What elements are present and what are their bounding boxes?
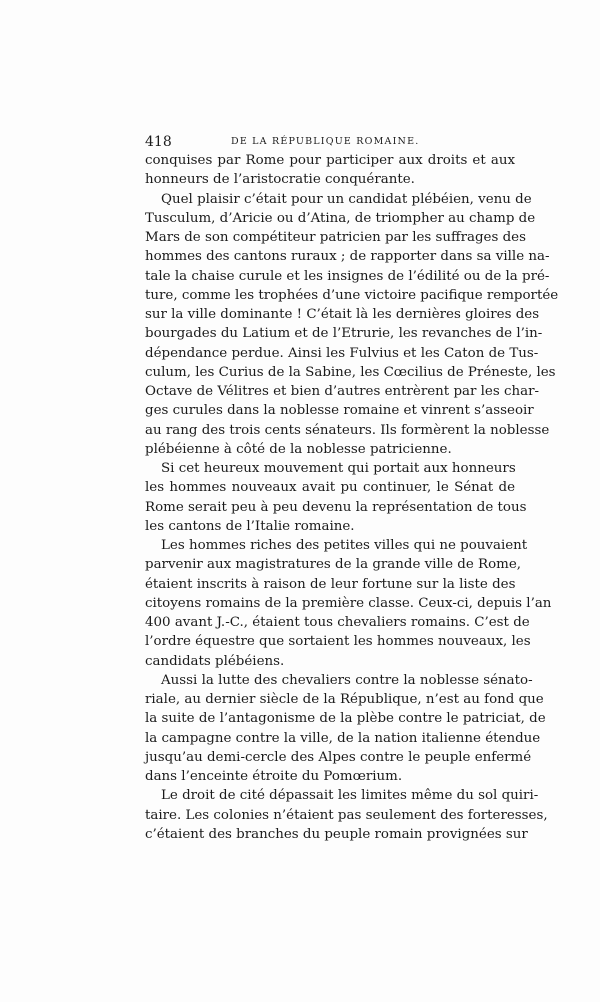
text-line: Tusculum, d’Aricie ou d’Atina, de triompher au champ de [145,210,536,226]
text-line: Les hommes riches des petites villes qui ne pouvaient [161,538,528,553]
running-title: DE LA RÉPUBLIQUE ROMAINE. [231,136,420,147]
text-line: honneurs de l’aristocratie conquérante. [145,172,415,188]
text-line: riale, au dernier siècle de la République, n’est au fond que [145,692,544,707]
text-line: candidats plébéiens. [145,653,285,669]
text-line: la suite de l’antagonisme de la plèbe contre le patriciat, de [145,711,546,727]
text-line: sur la ville dominante ! C’était là les dernières gloires des [145,307,540,322]
text-line: culum, les Curius de la Sabine, les Cœcilius de Préneste, les [145,364,556,380]
body-text [145,151,559,844]
paragraph [145,671,546,787]
text-line: l’ordre équestre que sortaient les hommes nouveaux, les [145,634,531,650]
text-line: au rang des trois cents sénateurs. Ils formèrent la noblesse [145,422,550,438]
text-line: les hommes nouveaux avait pu continuer, le Sénat de [145,480,515,496]
page-header [145,133,515,151]
text-line: jusqu’au demi-cercle des Alpes contre le peuple enfermé [145,749,532,765]
text-line: plébéienne à côté de la noblesse patricienne. [145,441,452,457]
text-line: dans l’enceinte étroite du Pomœrium. [145,769,403,784]
text-line: Octave de Vélitres et bien d’autres entrèrent par les char- [145,384,540,399]
paragraph [145,151,515,190]
text-line: Si cet heureux mouvement qui portait aux honneurs [161,461,516,476]
paragraph [145,786,548,844]
text-line: hommes des cantons ruraux ; de rapporter dans sa ville na- [145,249,550,265]
paragraph [145,459,527,536]
text-line: Quel plaisir c’était pour un candidat plébéien, venu de [161,191,532,207]
text-line: 400 avant J.-C., étaient tous chevaliers romains. C’est de [145,615,530,630]
paragraph [145,190,559,460]
text-line: ges curules dans la noblesse romaine et vinrent s’asseoir [145,403,534,419]
text-line: c’étaient des branches du peuple romain provignées sur [145,826,528,842]
text-line: Rome serait peu à peu devenu la représentation de tous [145,499,527,515]
text-line: Aussi la lutte des chevaliers contre la noblesse sénato- [161,672,533,688]
text-line: la campagne contre la ville, de la nation italienne étendue [145,730,541,746]
text-line: taire. Les colonies n’étaient pas seulement des forteresses, [145,807,548,823]
text-line: Le droit de cité dépassait les limites même du sol quiri- [161,788,539,804]
text-line: étaient inscrits à raison de leur fortune sur la liste des [145,576,516,592]
text-line: citoyens romains de la première classe. Ceux-ci, depuis l’an [145,595,552,611]
text-line: bourgades du Latium et de l’Etrurie, les revanches de l’in- [145,326,543,342]
text-line: parvenir aux magistratures de la grande ville de Rome, [145,557,522,573]
text-line: Mars de son compétiteur patricien par les suffrages des [145,230,526,245]
page-number: 418 [145,134,172,150]
text-line: dépendance perdue. Ainsi les Fulvius et les Caton de Tus- [145,345,539,361]
paragraph [145,536,552,671]
text-line: ture, comme les trophées d’une victoire pacifique remportée [145,287,559,303]
text-line: conquises par Rome pour participer aux droits et aux [145,153,515,168]
text-line: tale la chaise curule et les insignes de l’édilité ou de la pré- [145,268,550,284]
text-line: les cantons de l’Italie romaine. [145,518,355,534]
